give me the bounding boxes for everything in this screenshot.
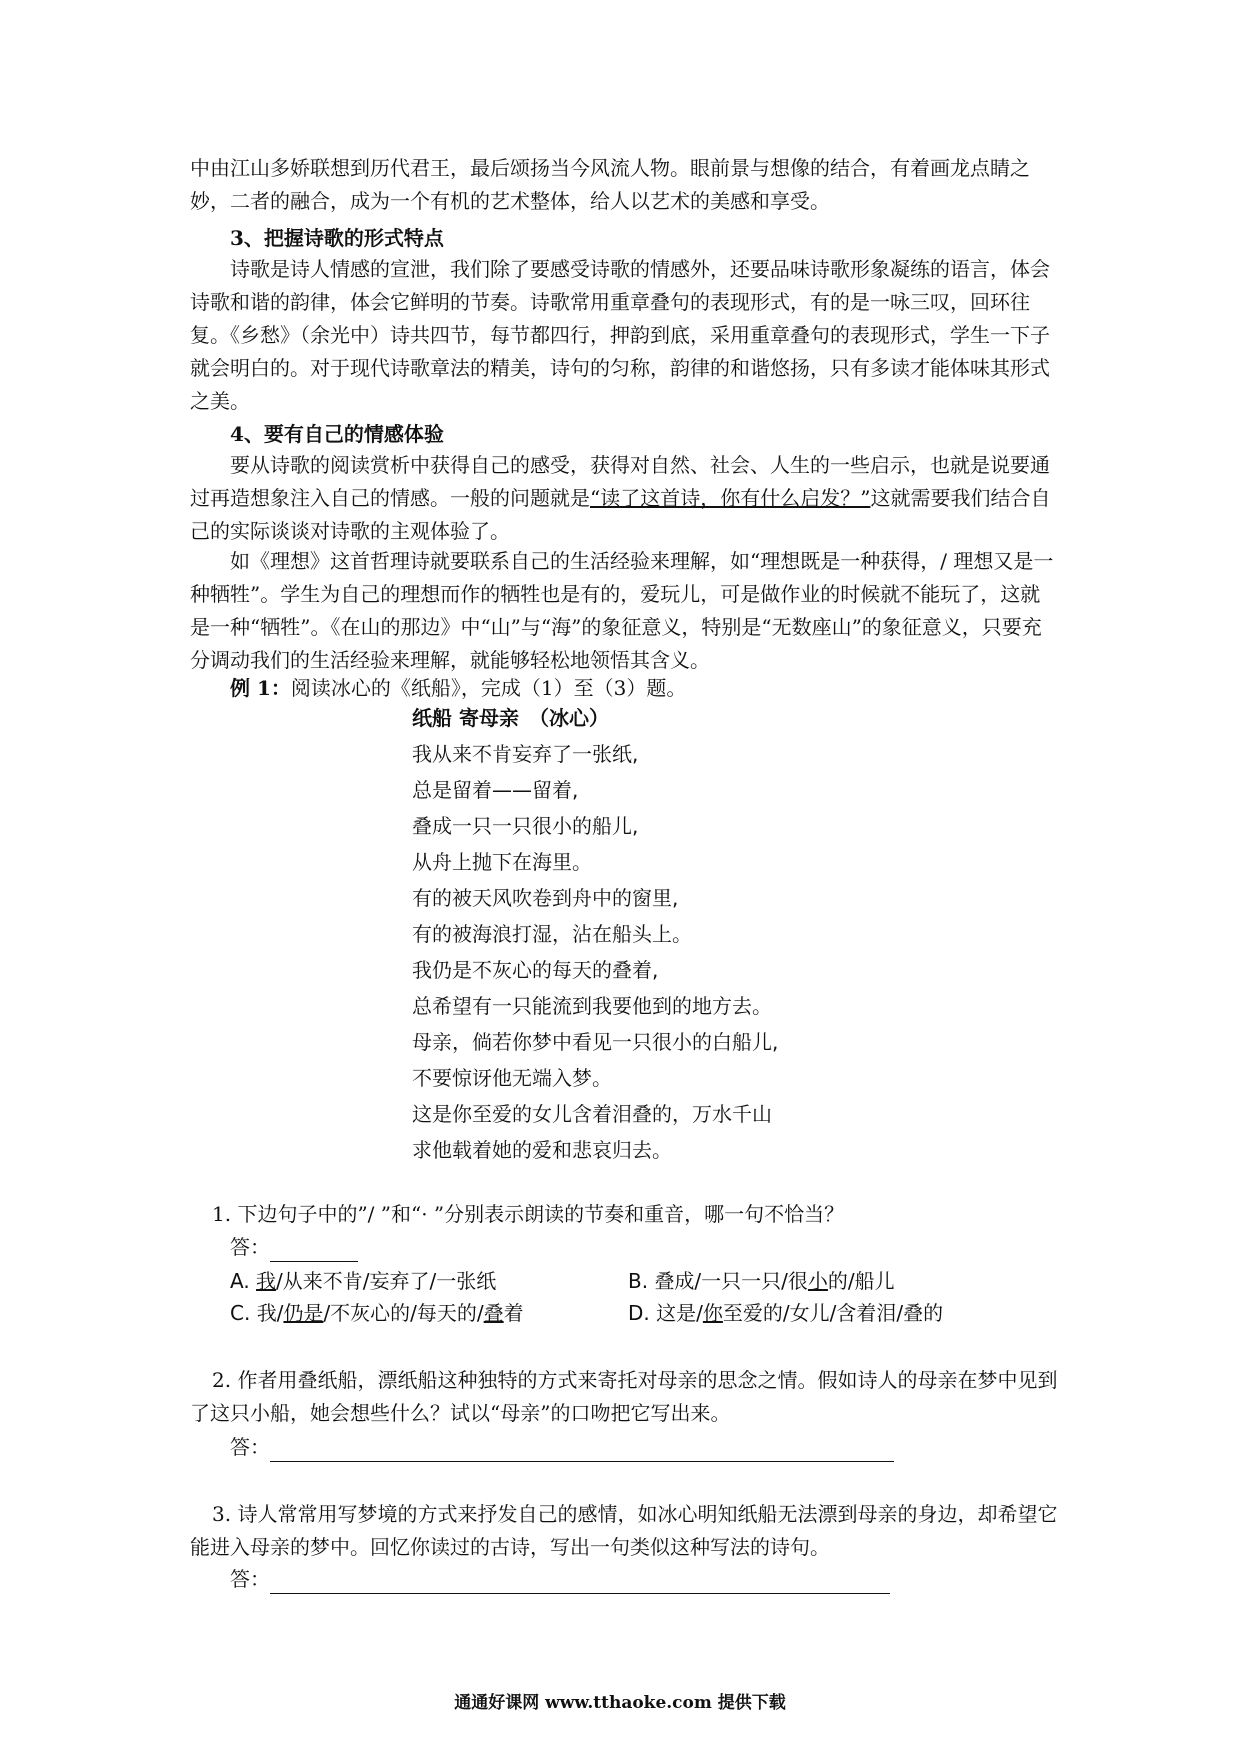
poem-title: 纸船 寄母亲 （冰心）	[412, 706, 609, 730]
poem-line: 母亲，倘若你梦中看见一只很小的白船儿,	[412, 1030, 779, 1054]
option-a[interactable]	[230, 1266, 496, 1296]
section-4-text-b: 这就需要我们结合自己的实际谈谈对诗歌的主观体验了。	[190, 486, 1051, 543]
section-3-heading: 3、把握诗歌的形式特点	[230, 226, 444, 250]
option-d-part: 你	[702, 1301, 723, 1325]
section-4-paragraph-2: 如《理想》这首哲理诗就要联系自己的生活经验来理解，如“理想既是一种获得，/ 理想又是一种牺牲”。学生为自己的理想而作的牺牲也是有的，爱玩儿，可是做作业的时候就不能玩了，这就是一种“牺牲”。《在山的那边》中“山”与“海”的象征意义，特别是“无数座山”的象征意义，只要充分调动我们的生活经验来理解，就能够轻松地领悟其含义。	[190, 549, 1054, 672]
question-2-text: 2. 作者用叠纸船，漂纸船这种独特的方式来寄托对母亲的思念之情。假如诗人的母亲在梦中见到了这只小船，她会想些什么？试以“母亲”的口吻把它写出来。	[190, 1368, 1058, 1425]
section-4-quote: “读了这首诗，你有什么启发？”	[590, 486, 871, 510]
question-3-text: 3. 诗人常常用写梦境的方式来抒发自己的感情，如冰心明知纸船无法漂到母亲的身边，却希望它能进入母亲的梦中。回忆你读过的古诗，写出一句类似这种写法的诗句。	[190, 1502, 1058, 1559]
poem-line: 总是留着——留着,	[412, 778, 579, 802]
answer-label: 答：	[230, 1235, 270, 1259]
option-d[interactable]	[628, 1298, 943, 1328]
poem-line: 我从来不肯妄弃了一张纸,	[412, 742, 639, 766]
option-c-part: 我/	[256, 1301, 284, 1325]
option-c-part: 仍是	[283, 1301, 324, 1325]
section-4-heading: 4、要有自己的情感体验	[230, 422, 444, 446]
option-d-prefix: D.	[628, 1301, 650, 1325]
answer-blank[interactable]	[270, 1239, 358, 1262]
poem-line: 我仍是不灰心的每天的叠着,	[412, 958, 659, 982]
option-c[interactable]	[230, 1298, 524, 1328]
option-c-part: 叠	[483, 1301, 504, 1325]
section-3-paragraph: 诗歌是诗人情感的宣泄，我们除了要感受诗歌的情感外，还要品味诗歌形象凝练的语言，体会诗歌和谐的韵律，体会它鲜明的节奏。诗歌常用重章叠句的表现形式，有的是一咏三叹，回环往复。《乡愁》（余光中）诗共四节，每节都四行，押韵到底，采用重章叠句的表现形式，学生一下子就会明白的。对于现代诗歌章法的精美，诗句的匀称，韵律的和谐悠扬，只有多读才能体味其形式之美。	[190, 257, 1050, 413]
answer-label: 答：	[230, 1435, 270, 1459]
option-d-part: 至爱的/女儿/含着泪/叠的	[722, 1301, 944, 1325]
option-b-prefix: B.	[628, 1269, 649, 1293]
option-b-part: 的/船儿	[827, 1269, 895, 1293]
question-2-answer	[230, 1432, 894, 1462]
answer-blank[interactable]	[270, 1439, 894, 1462]
question-1-text: 1. 下边句子中的”/ ”和“· ”分别表示朗读的节奏和重音，哪一句不恰当？	[212, 1202, 845, 1226]
page-footer: 通通好课网 www.tthaoke.com 提供下载	[454, 1693, 786, 1713]
question-1-answer	[230, 1232, 358, 1262]
option-a-part: 我	[256, 1269, 277, 1293]
intro-paragraph: 中由江山多娇联想到历代君王，最后颂扬当今风流人物。眼前景与想像的结合，有着画龙点睛之妙，二者的融合，成为一个有机的艺术整体，给人以艺术的美感和享受。	[190, 156, 1030, 213]
poem-line: 不要惊讶他无端入梦。	[412, 1066, 612, 1090]
poem-line: 叠成一只一只很小的船儿,	[412, 814, 639, 838]
option-c-part: /不灰心的/每天的/	[323, 1301, 484, 1325]
option-b-part: 小	[807, 1269, 828, 1293]
poem-line: 这是你至爱的女儿含着泪叠的，万水千山	[412, 1102, 772, 1126]
poem-line: 有的被天风吹卷到舟中的窗里,	[412, 886, 679, 910]
option-d-part: 这是/	[656, 1301, 703, 1325]
poem-line: 从舟上抛下在海里。	[412, 850, 592, 874]
poem-line: 总希望有一只能流到我要他到的地方去。	[412, 994, 772, 1018]
option-c-part: 着	[503, 1301, 524, 1325]
poem-line: 求他载着她的爱和悲哀归去。	[412, 1138, 672, 1162]
section-4-text-a: 要从诗歌的阅读赏析中获得自己的感受，获得对自然、社会、人生的一些启示，也就是说要通过再造想象注入自己的情感。一般的问题就是	[190, 453, 1050, 510]
option-b[interactable]	[628, 1266, 895, 1296]
example-label: 例 1：	[230, 676, 291, 700]
option-b-part: 叠成/一只一只/很	[654, 1269, 808, 1293]
option-a-prefix: A.	[230, 1269, 250, 1293]
option-c-prefix: C.	[230, 1301, 251, 1325]
poem-line: 有的被海浪打湿，沾在船头上。	[412, 922, 692, 946]
question-3-answer	[230, 1564, 890, 1594]
answer-label: 答：	[230, 1567, 270, 1591]
answer-blank[interactable]	[270, 1571, 890, 1594]
option-a-part: /从来不肯/妄弃了/一张纸	[276, 1269, 497, 1293]
poem	[412, 700, 778, 1168]
example-text: 阅读冰心的《纸船》，完成（1）至（3）题。	[290, 676, 687, 700]
section-4-paragraph-1	[190, 449, 1060, 548]
